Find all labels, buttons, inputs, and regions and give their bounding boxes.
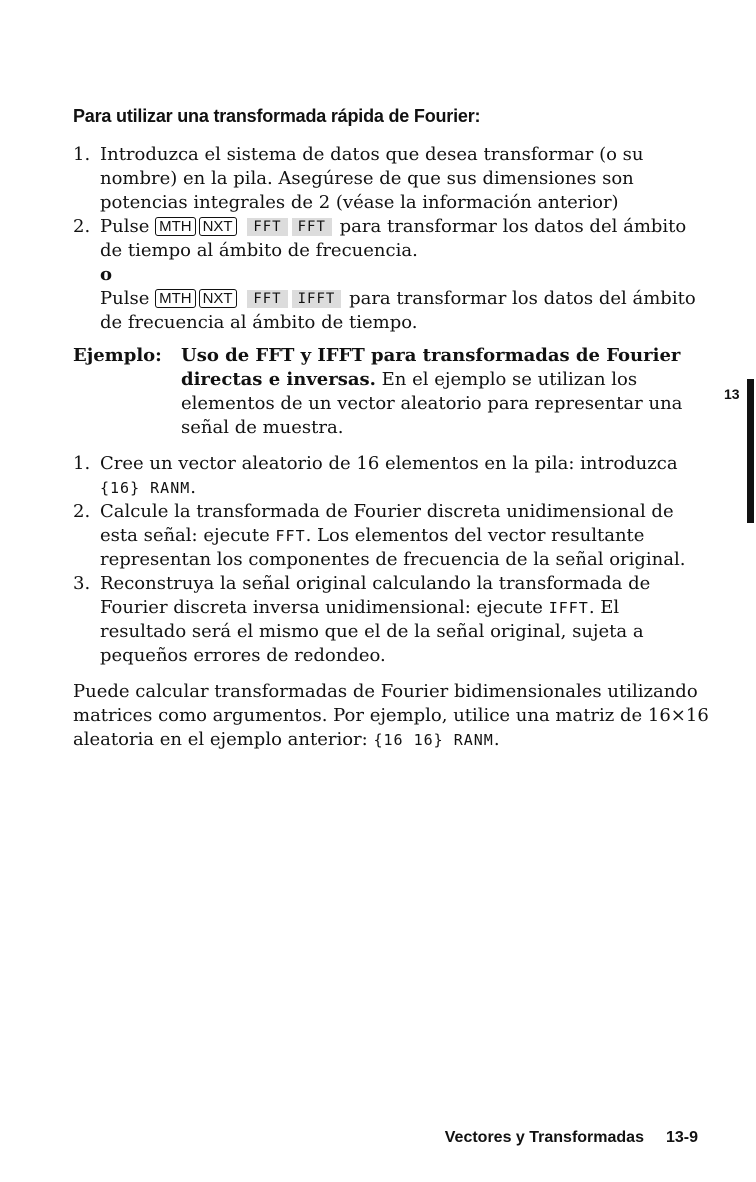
step-number: 2. <box>73 501 91 522</box>
section-heading: Para utilizar una transformada rápida de Fourier: <box>73 106 481 126</box>
code-snippet: IFFT <box>548 599 589 617</box>
chapter-tab-bar <box>747 379 754 523</box>
example-block <box>73 344 713 440</box>
step-text: Introduzca el sistema de datos que desea transformar (o su nombre) en la pila. Asegúrese de que sus dimensiones son potencias integrales de 2 (véase la información anterior) <box>100 144 644 213</box>
example-label: Ejemplo: <box>73 345 162 366</box>
fft-menu-key: FFT <box>247 218 287 236</box>
example-description: En el ejemplo se utilizan los elementos de un vector aleatorio para representar una señal de muestra. <box>181 369 683 438</box>
example-steps-list <box>73 452 703 668</box>
step-post: para transformar los datos del ámbito de tiempo al ámbito de frecuencia. <box>100 216 687 261</box>
closing-paragraph: Puede calcular transformadas de Fourier bidimensionales utilizando matrices como argumentos. Por ejemplo, utilice una matriz de 16×16 aleatoria en el ejemplo anterior: {16 16} RANM. <box>73 681 709 750</box>
mth-key: MTH <box>155 289 196 308</box>
closing-text: Puede calcular transformadas de Fourier bidimensionales utilizando matrices como argumentos. Por ejemplo, utilice una matriz de 16×16 aleatoria en el ejemplo anterior: <box>73 681 709 750</box>
step-post: para transformar los datos del ámbito de frecuencia al ámbito de tiempo. <box>100 288 696 333</box>
alt-label: o <box>100 264 113 285</box>
step-text: Cree un vector aleatorio de 16 elementos en la pila: introduzca <box>100 453 678 474</box>
alt-step <box>73 287 703 335</box>
step-number: 3. <box>73 573 91 594</box>
steps-list <box>73 143 703 335</box>
step-pre: Pulse <box>100 288 150 309</box>
fft-menu-key: FFT <box>247 290 287 308</box>
list-item <box>73 143 703 215</box>
nxt-key: NXT <box>199 217 237 236</box>
code-snippet: FFT <box>275 527 306 545</box>
step-number: 1. <box>73 453 91 474</box>
list-item: 3. Reconstruya la señal original calculando la transformada de Fourier discreta inversa unidimensional: ejecute IFFT. El resultado será el mismo que el de la señal original, sujeta a pequeños errores de redondeo. <box>73 573 651 666</box>
page-number: 13-9 <box>665 1129 698 1146</box>
code-snippet: {16 16} RANM <box>373 731 494 749</box>
step-text: Calcule la transformada de Fourier discreta unidimensional de esta señal: ejecute <box>100 501 674 546</box>
step-number: 2. <box>73 216 91 237</box>
list-item <box>73 215 703 263</box>
footer-section-title: Vectores y Transformadas <box>444 1129 644 1146</box>
code-snippet: {16} RANM <box>100 479 191 497</box>
example-text <box>181 344 713 440</box>
list-item: 1. Cree un vector aleatorio de 16 elementos en la pila: introduzca {16} RANM. <box>73 453 678 498</box>
step-text: Reconstruya la señal original calculando la transformada de Fourier discreta inversa unidimensional: ejecute <box>100 573 651 618</box>
page-footer <box>445 1129 698 1147</box>
step-number: 1. <box>73 144 91 165</box>
fft-menu-key: FFT <box>292 218 332 236</box>
ifft-menu-key: IFFT <box>292 290 342 308</box>
list-item: 2. Calcule la transformada de Fourier discreta unidimensional de esta señal: ejecute FFT. Los elementos del vector resultante representan los componentes de frecuencia de la señal original. <box>73 501 686 570</box>
example-title: Uso de FFT y IFFT para transformadas de Fourier directas e inversas. <box>181 345 681 390</box>
chapter-tab-number: 13 <box>724 386 740 402</box>
mth-key: MTH <box>155 217 196 236</box>
step-pre: Pulse <box>100 216 150 237</box>
nxt-key: NXT <box>199 289 237 308</box>
